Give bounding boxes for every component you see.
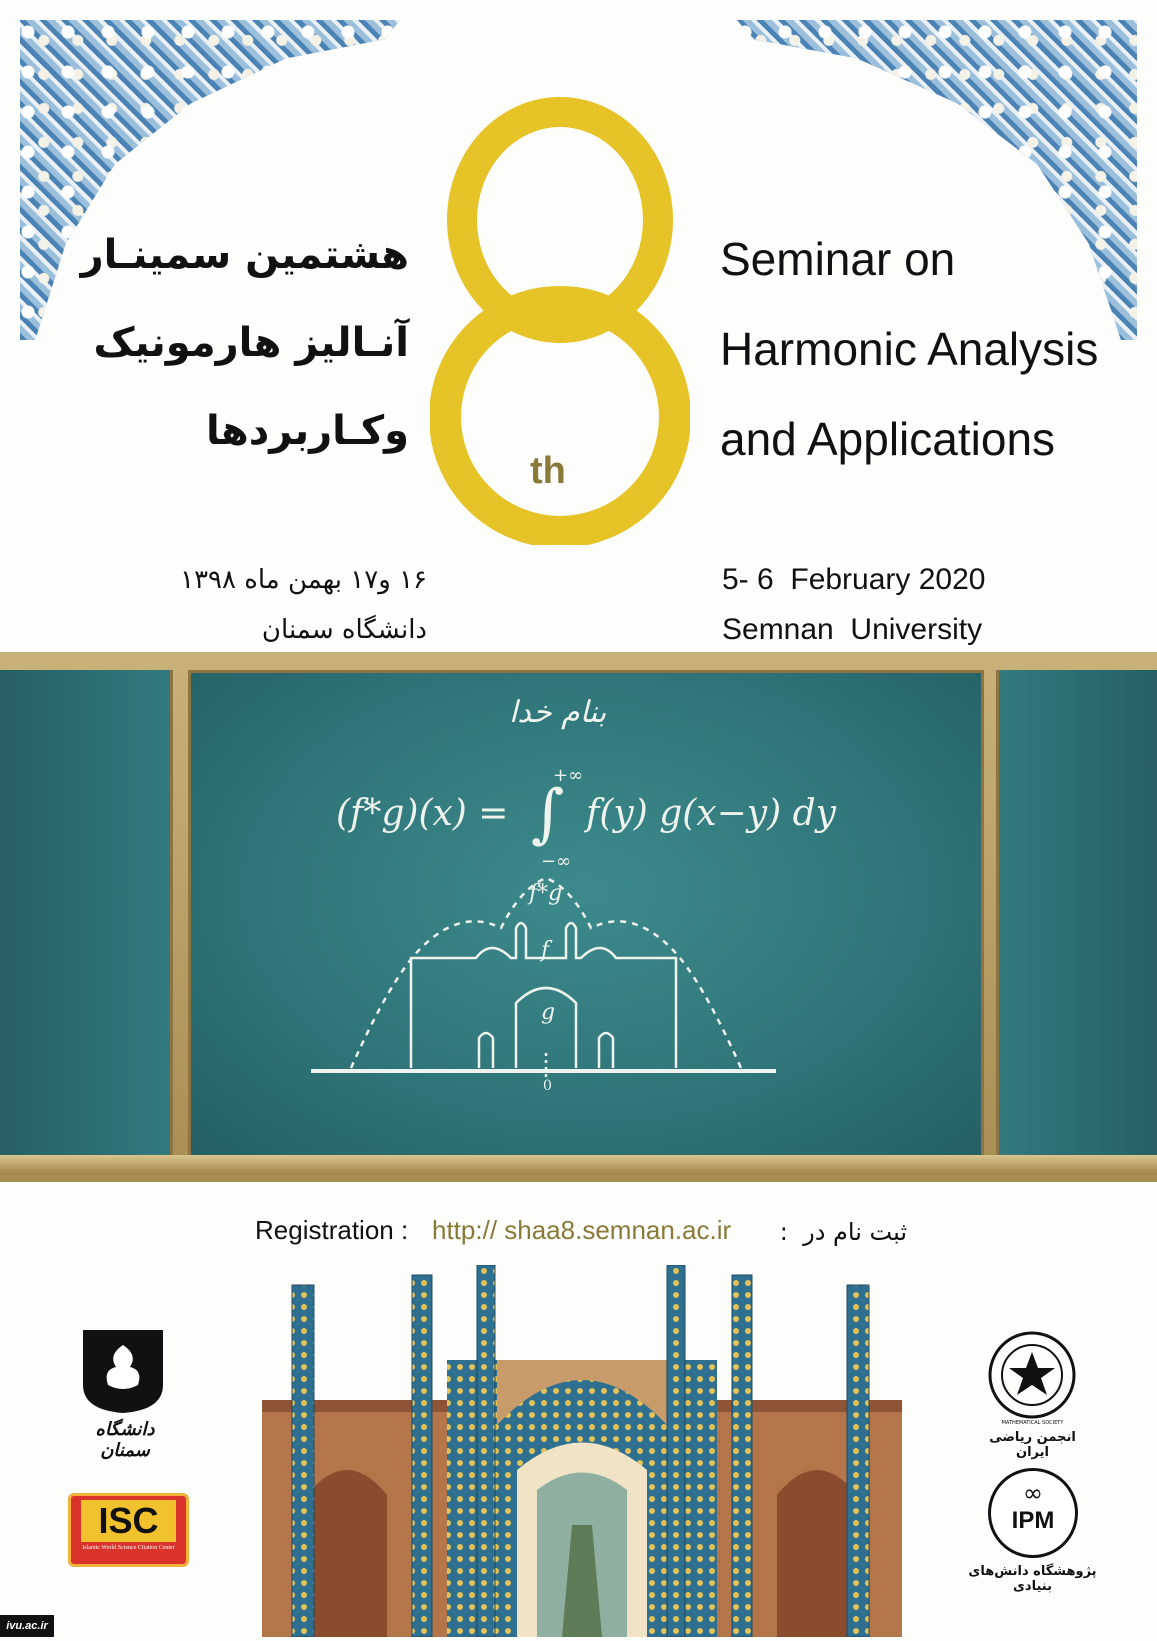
integral-lower-limit: −∞ xyxy=(541,851,572,872)
chalkboard-ledge xyxy=(0,1155,1157,1175)
label-f: f xyxy=(541,938,550,963)
watermark: ivu.ac.ir xyxy=(0,1615,54,1637)
semnan-caption: دانشگاه سمنان xyxy=(95,1419,155,1461)
label-f-conv-g: f*g xyxy=(529,881,563,906)
registration-url[interactable]: http:// shaa8.semnan.ac.ir xyxy=(432,1215,732,1245)
en-date: 5- 6 February 2020 xyxy=(722,563,986,596)
chalkboard-main-panel xyxy=(188,670,984,1161)
label-origin: 0 xyxy=(543,1078,552,1094)
en-title-line-2: Harmonic Analysis xyxy=(720,323,1099,375)
en-title-line-3: and Applications xyxy=(720,413,1056,465)
label-g: g xyxy=(541,1000,556,1025)
fa-date: ۱۶ و۱۷ بهمن ماه ۱۳۹۸ xyxy=(180,565,427,595)
semnan-gate-photo xyxy=(262,1265,902,1637)
ipm-rings-icon: ∞ xyxy=(1023,1479,1043,1507)
en-title-line-1: Seminar on xyxy=(720,233,956,285)
registration-label: Registration : xyxy=(255,1215,409,1245)
fa-title-line-1: هشتمین سمینـار xyxy=(80,232,409,278)
ims-ring-text: MATHEMATICAL SOCIETY xyxy=(1001,1420,1064,1426)
ipm-caption: پژوهشگاه دانش‌های بنیادی xyxy=(968,1564,1097,1594)
fa-venue: دانشگاه سمنان xyxy=(261,615,427,645)
fa-title-line-2: آنـالیز هارمونیک xyxy=(93,320,409,366)
formula-rhs: f(y) g(x−y) dy xyxy=(586,793,836,834)
ims-caption: انجمن ریاضی ایران xyxy=(989,1430,1076,1460)
tile-corner-right xyxy=(737,20,1137,340)
chalkboard-right-panel xyxy=(996,670,1157,1155)
gate-illustration xyxy=(262,1265,902,1637)
isc-caption: Islamic World Science Citation Center xyxy=(82,1545,175,1551)
registration-label-fa: ثبت نام در : xyxy=(779,1218,907,1246)
isc-logo xyxy=(68,1493,189,1567)
isc-text: ISC xyxy=(81,1500,176,1542)
formula-lhs: (f*g)(x) = xyxy=(336,793,509,834)
ordinal-eight xyxy=(430,95,690,545)
ipm-text: IPM xyxy=(1011,1507,1055,1534)
ims-logo xyxy=(975,1330,1090,1460)
ordinal-suffix: th xyxy=(530,450,566,492)
chalkboard-left-panel xyxy=(0,670,173,1155)
en-venue: Semnan University xyxy=(722,613,983,646)
integral-upper-limit: +∞ xyxy=(553,765,584,786)
integral-sign: ∫ xyxy=(531,777,565,851)
ipm-emblem xyxy=(988,1468,1078,1558)
ipm-logo xyxy=(950,1468,1115,1594)
tile-corner-left xyxy=(20,20,400,340)
ims-emblem-icon xyxy=(987,1330,1077,1420)
fa-title-line-3: وکـاربردها xyxy=(205,408,409,454)
semnan-university-logo xyxy=(70,1325,180,1461)
basmala: بنام خدا xyxy=(509,695,607,730)
semnan-emblem-icon xyxy=(78,1325,168,1415)
